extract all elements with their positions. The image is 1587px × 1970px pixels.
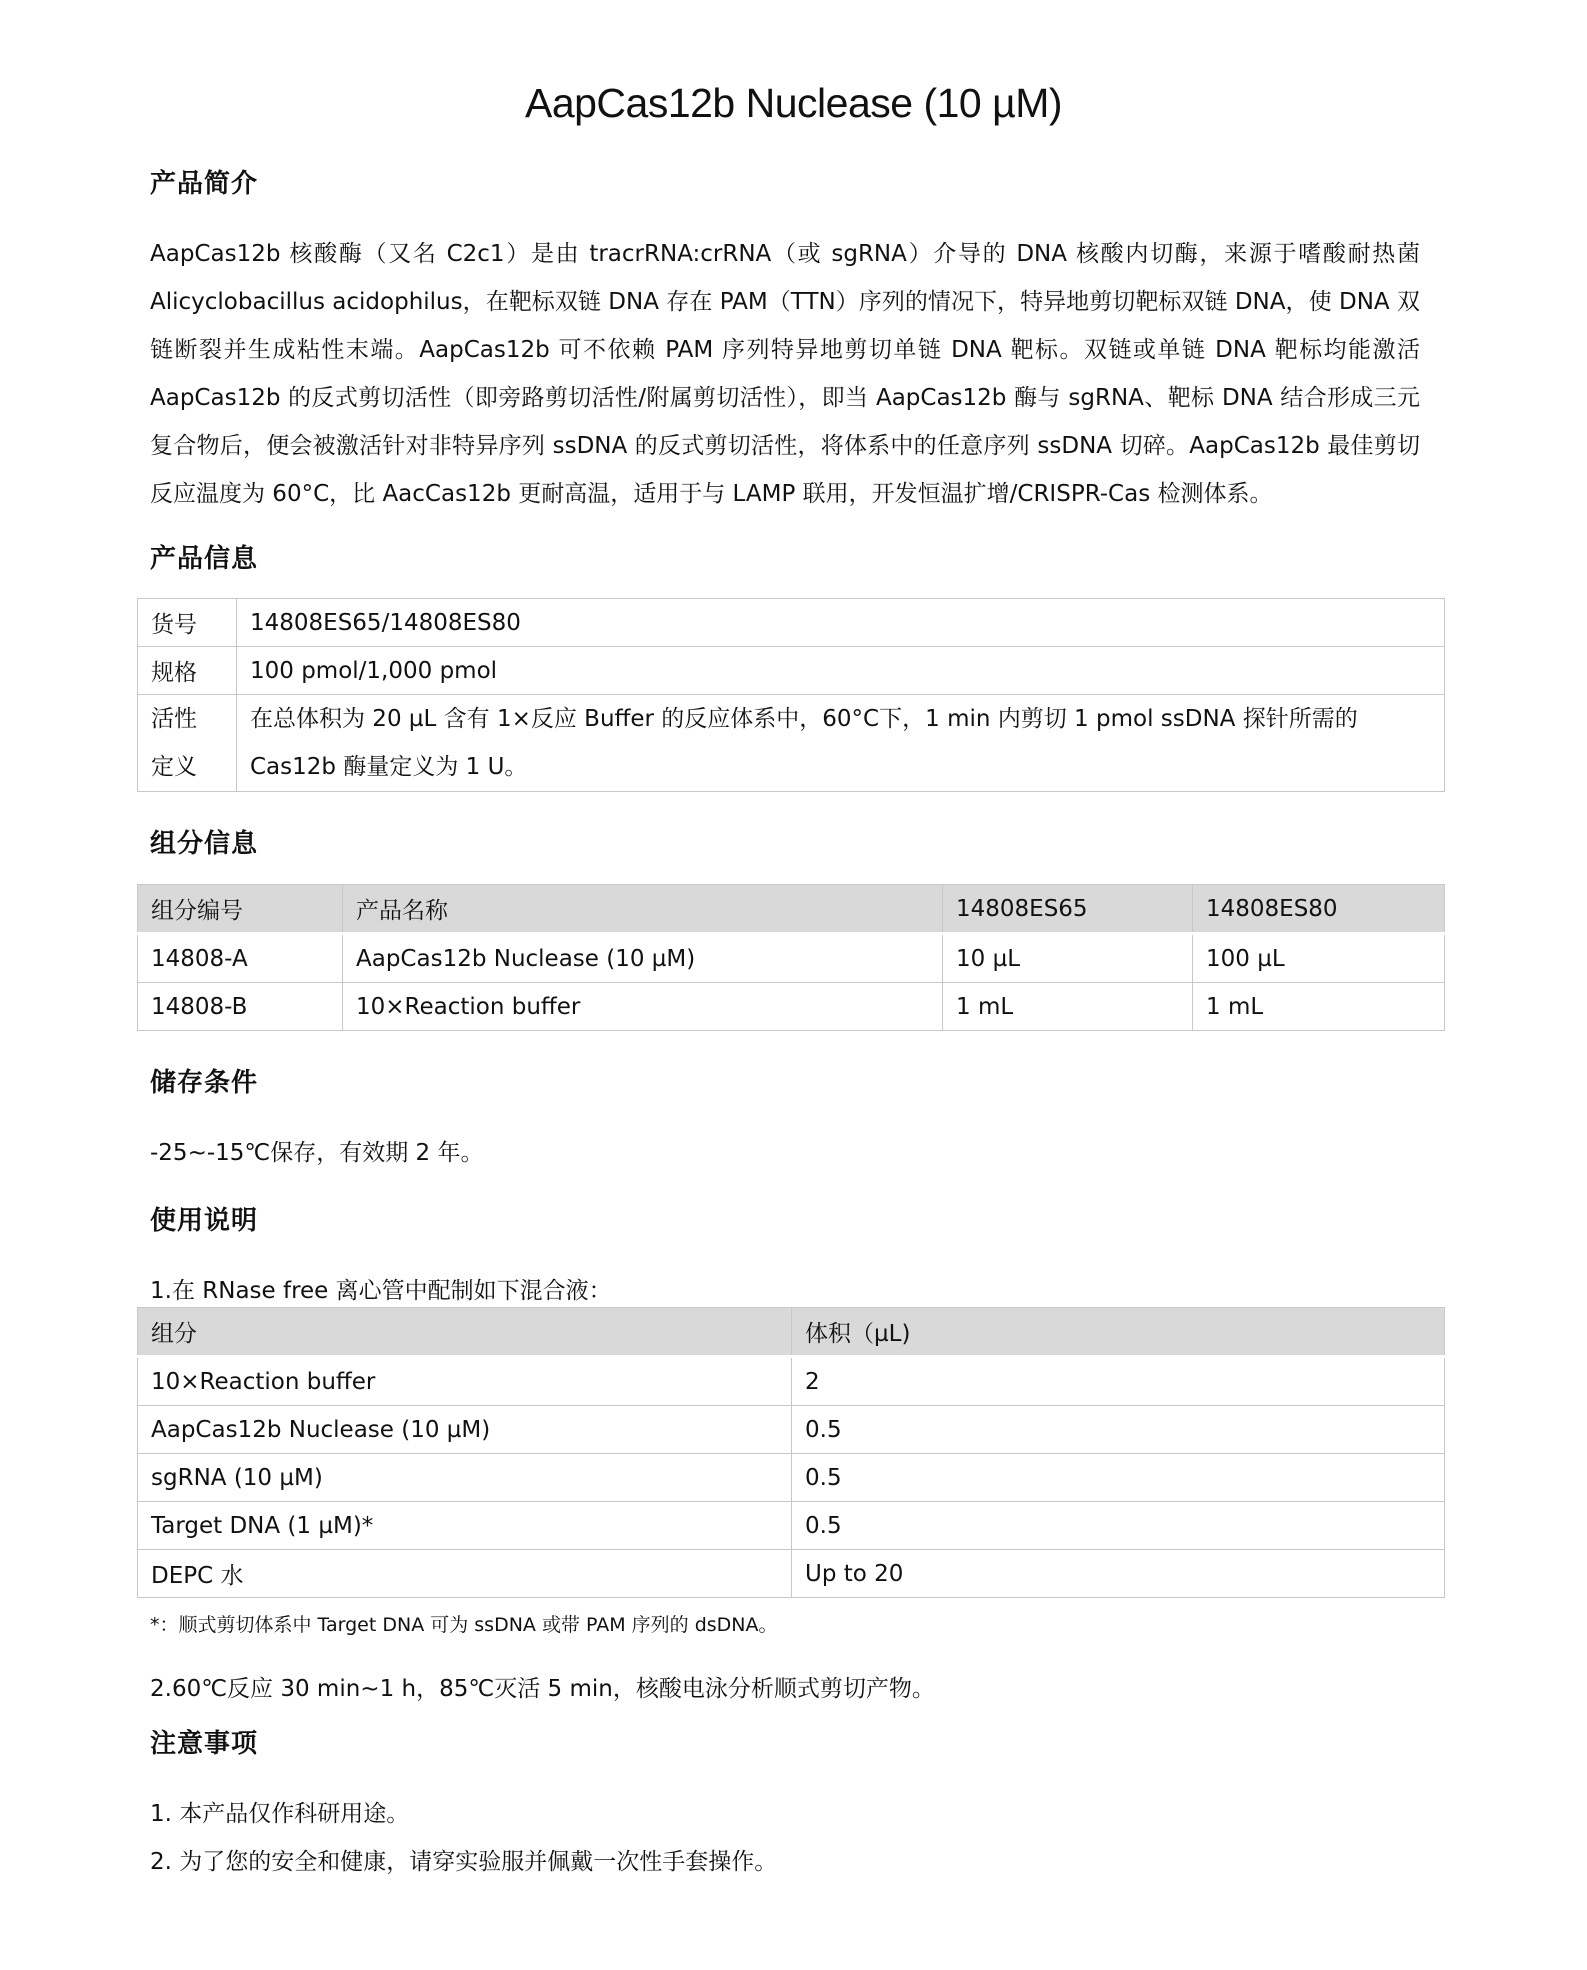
intro-paragraph: AapCas12b 核酸酶（又名 C2c1）是由 tracrRNA:crRNA（或 sgRNA）介导的 DNA 核酸内切酶，来源于嗜酸耐热菌 Alicyclobacillus acidophilus，在靶标双链 DNA 存在 PAM（TTN）序列的情况下，特异地剪切靶标双链 DNA，使 DNA 双链断裂并生成粘性末端。AapCas12b 可不依赖 PAM 序列特异地剪切单链 DNA 靶标。双链或单链 DNA 靶标均能激活 AapCas12b 的反式剪切活性（即旁路剪切活性/附属剪切活性），即当 AapCas12b 酶与 sgRNA、靶标 DNA 结合形成三元复合物后，便会被激活针对非特异序列 ssDNA 的反式剪切活性，将体系中的任意序列 ssDNA 切碎。AapCas12b 最佳剪切反应温度为 60°C，比 AacCas12b 更耐高温，适用于与 LAMP 联用，开发恒温扩增/CRISPR-Cas 检测体系。 <box>150 241 1420 507</box>
header-cell: 14808ES80 <box>1193 885 1445 934</box>
section-title-product-info: 产品信息 <box>150 544 259 574</box>
table-row <box>138 983 1445 1031</box>
product-info-table <box>137 598 1445 792</box>
info-key: 规格 <box>138 647 237 695</box>
table-cell: 1 mL <box>943 983 1193 1031</box>
notes-list <box>150 1790 777 1886</box>
table-cell: 14808-B <box>138 983 343 1031</box>
table-cell: AapCas12b Nuclease (10 µM) <box>343 934 943 983</box>
info-value: 100 pmol/1,000 pmol <box>237 647 1445 695</box>
table-row <box>138 934 1445 983</box>
table-cell: 0.5 <box>792 1454 1445 1502</box>
header-cell: 组分 <box>138 1308 792 1357</box>
table-cell: Up to 20 <box>792 1550 1445 1598</box>
table-cell: 2 <box>792 1357 1445 1406</box>
list-item: 2. 为了您的安全和健康，请穿实验服并佩戴一次性手套操作。 <box>150 1849 778 1875</box>
list-item: 1. 本产品仅作科研用途。 <box>150 1801 410 1827</box>
table-row <box>138 599 1445 647</box>
info-key: 货号 <box>138 599 237 647</box>
info-key: 活性定义 <box>138 695 237 792</box>
table-row <box>138 1406 1445 1454</box>
table-row <box>138 695 1445 792</box>
header-cell: 体积（µL) <box>792 1308 1445 1357</box>
table-cell: 14808-A <box>138 934 343 983</box>
table-cell: 10×Reaction buffer <box>138 1357 792 1406</box>
header-cell: 14808ES65 <box>943 885 1193 934</box>
table-row <box>138 647 1445 695</box>
table-cell: DEPC 水 <box>138 1550 792 1598</box>
mix-footnote: *：顺式剪切体系中 Target DNA 可为 ssDNA 或带 PAM 序列的 dsDNA。 <box>150 1614 778 1636</box>
page-title: AapCas12b Nuclease (10 µM) <box>524 80 1063 126</box>
section-title-notes: 注意事项 <box>150 1729 259 1759</box>
table-cell: Target DNA (1 µM)* <box>138 1502 792 1550</box>
usage-step-2: 2.60℃反应 30 min~1 h，85℃灭活 5 min，核酸电泳分析顺式剪切产物。 <box>150 1676 935 1702</box>
storage-text: -25~-15℃保存，有效期 2 年。 <box>150 1140 484 1166</box>
section-title-storage: 储存条件 <box>150 1068 259 1098</box>
table-header-row <box>138 1308 1445 1357</box>
header-cell: 产品名称 <box>343 885 943 934</box>
table-cell: 10 µL <box>943 934 1193 983</box>
header-cell: 组分编号 <box>138 885 343 934</box>
table-header-row <box>138 885 1445 934</box>
info-value: 在总体积为 20 µL 含有 1×反应 Buffer 的反应体系中，60°C下，1 min 内剪切 1 pmol ssDNA 探针所需的 Cas12b 酶量定义为 1 U。 <box>237 695 1445 792</box>
table-cell: 1 mL <box>1193 983 1445 1031</box>
components-table <box>137 884 1445 1031</box>
table-cell: AapCas12b Nuclease (10 µM) <box>138 1406 792 1454</box>
info-value: 14808ES65/14808ES80 <box>237 599 1445 647</box>
section-title-usage: 使用说明 <box>150 1206 259 1236</box>
table-cell: 0.5 <box>792 1406 1445 1454</box>
table-row <box>138 1502 1445 1550</box>
table-cell: 100 µL <box>1193 934 1445 983</box>
section-title-components: 组分信息 <box>150 829 259 859</box>
table-row <box>138 1454 1445 1502</box>
section-title-intro: 产品简介 <box>150 169 259 199</box>
table-cell: 0.5 <box>792 1502 1445 1550</box>
mix-table <box>137 1307 1445 1598</box>
table-row <box>138 1550 1445 1598</box>
table-row <box>138 1357 1445 1406</box>
table-cell: sgRNA (10 µM) <box>138 1454 792 1502</box>
table-cell: 10×Reaction buffer <box>343 983 943 1031</box>
usage-step-1: 1.在 RNase free 离心管中配制如下混合液： <box>150 1278 612 1304</box>
